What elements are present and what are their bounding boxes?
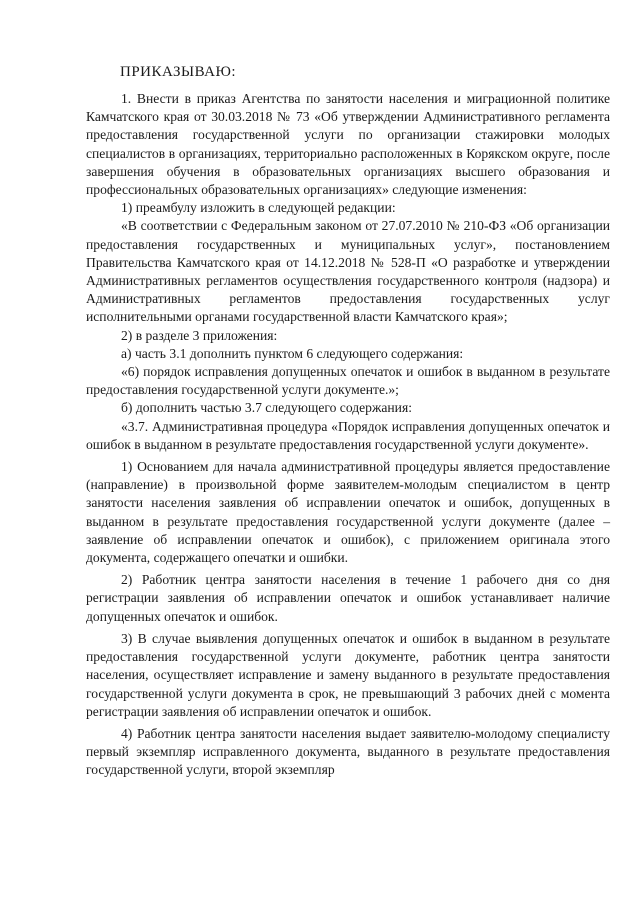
paragraph-item-1-2: 2) в разделе 3 приложения: <box>121 327 278 343</box>
paragraph-clause-2: 2) Работник центра занятости населения в течение 1 рабочего дня со дня регистрации заявления об исправлении опечаток и ошибок устанавливает наличие допущенных опечаток и ошибок. <box>86 572 610 624</box>
paragraph-clause-4: 4) Работник центра занятости населения выдает заявителю-молодому специалисту первый экземпляр исправленного документа, выданного в результате предоставления государственной услуги, второй экземпляр <box>86 725 610 778</box>
document-body <box>86 90 610 780</box>
paragraph-subitem-a: а) часть 3.1 дополнить пунктом 6 следующего содержания: <box>121 345 464 361</box>
paragraph-section-3-7: «3.7. Административная процедура «Порядок исправления допущенных опечаток и ошибок в выданном в результате предоставления государственной услуги документе». <box>86 418 610 452</box>
paragraph-clause-1: 1) Основанием для начала административной процедуры является предоставление (направление) в произвольной форме заявителем-молодым специалистом в центр занятости населения заявления об исправлении опечаток и ошибок, допущенных в выданном в результате предоставления государственной услуги документе (далее – заявление об исправлении опечаток и ошибок), с приложением оригинала этого документа, содержащего опечатки и ошибки. <box>86 459 610 566</box>
paragraph-preamble: «В соответствии с Федеральным законом от 27.07.2010 № 210-ФЗ «Об организации предоставления государственных и муниципальных услуг», постановлением Правительства Камчатского края от 14.12.2018 № 528-П «О разработке и утверждении Административных регламентов осуществления государственного контроля (надзора) и Административных регламентов предоставления государственных услуг исполнительными органами государственной власти Камчатского края»; <box>86 218 610 325</box>
paragraph-subitem-b: б) дополнить частью 3.7 следующего содержания: <box>121 400 412 416</box>
paragraph-item-1: 1. Внести в приказ Агентства по занятости населения и миграционной политике Камчатского края от 30.03.2018 № 73 «Об утверждении Административного регламента предоставления государственной услуги по организации стажировки молодых специалистов в организациях, территориально расположенных в Корякском округе, после завершения обучения в образовательных организациях высшего образования и профессиональных образовательных организациях» следующие изменения: <box>86 91 610 198</box>
paragraph-point-6: «6) порядок исправления допущенных опечаток и ошибок в выданном в результате предоставления государственной услуги документе.»; <box>86 364 610 398</box>
order-heading: ПРИКАЗЫВАЮ: <box>120 64 237 80</box>
paragraph-clause-3: 3) В случае выявления допущенных опечаток и ошибок в выданном в результате предоставления государственной услуги документе, работник центра занятости населения, осуществляет исправление и замену выданного в результате предоставления государственной услуги документа в срок, не превышающий 3 рабочих дней с момента регистрации заявления об исправлении опечаток и ошибок. <box>86 630 610 719</box>
paragraph-item-1-1: 1) преамбулу изложить в следующей редакции: <box>121 200 396 216</box>
